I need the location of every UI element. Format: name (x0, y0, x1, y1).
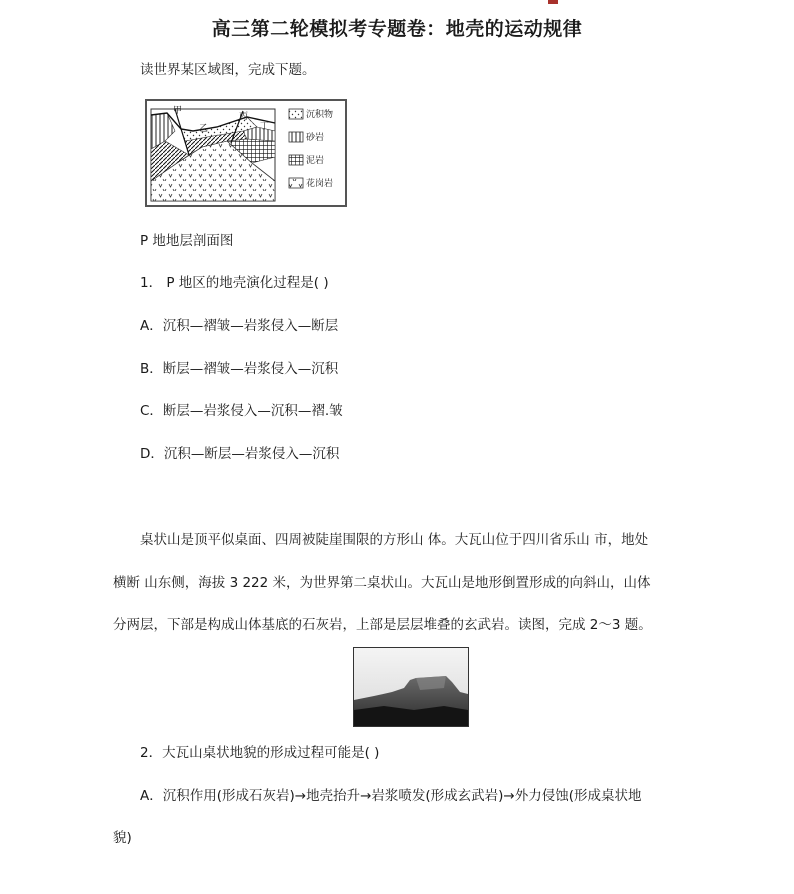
passage-line-3: 分两层，下部是构成山体基底的石灰岩，上部是层层堆叠的玄武岩。读图，完成 2～3 题。 (113, 617, 652, 633)
q1-option-b: B．断层—褶皱—岩浆侵入—沉积 (140, 361, 339, 377)
question-1-stem: 1． P 地区的地壳演化过程是( ) (140, 275, 329, 291)
table-mountain-photo (353, 647, 469, 727)
legend-swatch-mudstone (289, 155, 303, 165)
cross-section-svg (147, 101, 345, 205)
cross-section-figure (145, 99, 347, 207)
table-mountain-svg (354, 648, 468, 726)
section-area (151, 105, 275, 201)
q2-option-a-line-1: A．沉积作用(形成石灰岩)→地壳抬升→岩浆喷发(形成玄武岩)→外力侵蚀(形成桌状地 (140, 788, 642, 804)
q1-option-c: C．断层—岩浆侵入—沉积—褶.皱 (140, 403, 343, 419)
passage-line-2: 横断 山东侧，海拔 3 222 米，为世界第二桌状山。大瓦山是地形倒置形成的向斜山，山体 (113, 575, 651, 591)
legend (289, 108, 333, 189)
intro-text: 读世界某区域图，完成下题。 (140, 62, 316, 78)
question-2-stem: 2．大瓦山桌状地貌的形成过程可能是( ) (140, 745, 380, 761)
legend-granite: 花岗岩 (306, 179, 334, 189)
label-ding: 丁 (260, 122, 270, 132)
legend-mudstone: 泥岩 (306, 156, 325, 166)
legend-sediment: 沉积物 (306, 110, 334, 120)
q2-option-a-line-2: 貌) (113, 830, 132, 846)
q1-option-d: D．沉积—断层—岩浆侵入—沉积 (140, 446, 340, 462)
passage-line-1: 桌状山是顶平似桌面、四周被陡崖围限的方形山 体。大瓦山位于四川省乐山 市，地处 (140, 532, 649, 548)
label-yi: 乙 (199, 124, 209, 134)
header-decoration (548, 0, 558, 4)
page-title: 高三第二轮模拟考专题卷：地壳的运动规律 (211, 18, 583, 40)
legend-sandstone: 砂岩 (306, 133, 325, 143)
figure-caption: P 地地层剖面图 (140, 233, 234, 249)
q1-option-a: A．沉积—褶皱—岩浆侵入—断层 (140, 318, 339, 334)
legend-swatch-sandstone (289, 132, 303, 142)
legend-swatch-sediment (289, 109, 303, 119)
label-bing: 丙 (239, 112, 249, 122)
label-jia: 甲 (173, 106, 183, 116)
legend-swatch-granite (289, 178, 303, 188)
